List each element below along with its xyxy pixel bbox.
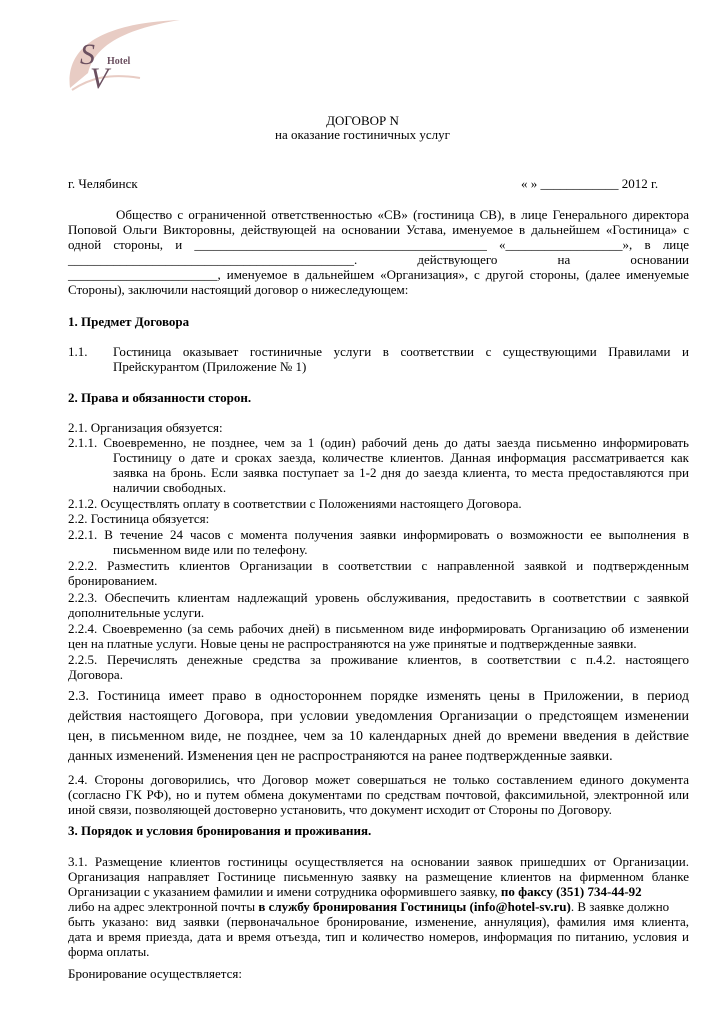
clause-2-1-1-line-1: 2.1.1. Своевременно, не позднее, чем за 1 (один) рабочий день до даты заезда письменно информировать [68,435,689,450]
booking-email: в службу бронирования Гостиницы (info@hotel-sv.ru) [258,899,571,914]
document-title: ДОГОВОР N [326,113,399,128]
clause-2-3-line-4: данных изменений. Изменения цен не распространяются на ранее подтвержденные заявки. [68,749,613,764]
clause-3-1-line-5: быть указано: вид заявки (первоначальное бронирование, изменение, аннуляция), фамилия имя клиента, [68,914,689,929]
section-2-heading: 2. Права и обязанности сторон. [68,390,252,405]
clause-3-1-line-4 [68,899,669,914]
clause-2-2-3-line-1: 2.2.3. Обеспечить клиентам надлежащий уровень обслуживания, предоставить в соответствии с заявкой [68,590,689,605]
section-3-heading: 3. Порядок и условия бронирования и проживания. [68,823,372,838]
clause-1-1-number: 1.1. [68,344,88,359]
hotel-logo [60,18,190,104]
section-1-heading: 1. Предмет Договора [68,314,190,329]
clause-1-1-line-2: Прейскурантом (Приложение № 1) [113,359,307,374]
clause-3-1-line-3 [68,884,642,899]
document-subtitle: на оказание гостиничных услуг [275,127,450,142]
clause-2-2-2-line-2: бронированием. [68,573,158,588]
booking-heading: Бронирование осуществляется: [68,966,242,981]
logo-word: Hotel [107,56,131,67]
clause-2-2-2-line-1: 2.2.2. Разместить клиентов Организации в соответствии с направленной заявкой и подтвержденным [68,558,689,573]
clause-2-1-1-line-4: наличии свободных. [113,480,227,495]
intro-line-6: Стороны), заключили настоящий договор о нижеследующем: [68,282,409,297]
clause-2-3-line-1: 2.3. Гостиница имеет право в одностороннем порядке изменять цены в Приложении, в период [68,689,689,704]
clause-2-2: 2.2. Гостиница обязуется: [68,511,210,526]
clause-2-1-2: 2.1.2. Осуществлять оплату в соответствии с Положениями настоящего Договора. [68,496,522,511]
clause-2-2-4-line-2: цен на платные услуги. Новые цены не распространяются на уже принятые и подтвержденные заявки. [68,636,637,651]
logo-letter-v: V [90,62,109,95]
clause-2-3-line-3: цен, в письменном виде, не позднее, чем за 10 календарных дней до времени введения в действие [68,729,689,744]
logo-letter-s: S [80,38,95,71]
clause-3-1-line-3-text: Организации с указанием фамилии и имени сотрудника оформившего заявку, [68,884,498,899]
clause-2-1-1-line-2: Гостиницу о дате и сроках заезда, количестве клиентов. Данная информация рассматривается как [113,450,689,465]
clause-3-1-line-4-tail: . В заявке должно [570,899,670,914]
clause-2-2-5-line-2: Договора. [68,667,123,682]
clause-3-1-line-7: форма оплаты. [68,944,150,959]
clause-2-4-line-3: иной связи, позволяющей достоверно установить, что документ исходит от Стороны по Договору. [68,802,612,817]
clause-2-2-1-line-2: письменном виде или по телефону. [113,542,308,557]
clause-2-2-3-line-2: дополнительные услуги. [68,605,205,620]
clause-2-2-4-line-1: 2.2.4. Своевременно (за семь рабочих дней) в письменном виде информировать Организацию об изменении [68,621,689,636]
clause-3-1-line-2: Организация направляет Гостинице письменную заявку на размещение клиентов на фирменном бланке [68,869,689,884]
clause-2-4-line-2: (согласно ГК РФ), но и путем обмена документами по средствам почтовой, факсимильной, электронной или [68,787,689,802]
clause-3-1-line-4-text: либо на адрес электронной почты [68,899,256,914]
clause-2-1: 2.1. Организация обязуется: [68,420,223,435]
clause-3-1-line-1: 3.1. Размещение клиентов гостиницы осуществляется на основании заявок пришедших от Организации. [68,854,689,869]
city: г. Челябинск [68,176,138,191]
intro-line-3: одной стороны, и _____________________________________________ «__________________», в лице [68,237,689,252]
intro-line-2: Поповой Ольги Викторовны, действующей на основании Устава, именуемое в дальнейшем «Гостиница» с [68,222,689,237]
clause-2-4-line-1: 2.4. Стороны договорились, что Договор может совершаться не только составлением единого документа [68,772,689,787]
clause-3-1-line-6: дата и время приезда, дата и время отъезда, тип и количество номеров, информация по питанию, условия и [68,929,689,944]
fax-number: по факсу (351) 734-44-92 [500,884,642,899]
intro-line-4: ____________________________________________. действующего на основании [68,252,689,267]
intro-line-5: _______________________, именуемое в дальнейшем «Организация», с другой стороны, (далее именуемые [68,267,689,282]
intro-line-1: Общество с ограниченной ответственностью «СВ» (гостиница СВ), в лице Генерального директора [116,207,689,222]
clause-2-2-1-line-1: 2.2.1. В течение 24 часов с момента получения заявки информировать о возможности ее выполнения в [68,527,689,542]
clause-2-3-line-2: действия настоящего Договора, при условии уведомления Организации о предстоящем изменении [68,709,689,724]
clause-2-2-5-line-1: 2.2.5. Перечислять денежные средства за проживание клиентов, в соответствии с п.4.2. настоящего [68,652,689,667]
contract-date: « » ____________ 2012 г. [521,176,659,191]
clause-1-1-line-1: Гостиница оказывает гостиничные услуги в соответствии с существующими Правилами и [113,344,689,359]
clause-2-1-1-line-3: заявка на бронь. Если заявка поступает за 1-2 дня до заезда клиента, то места предоставляются при [113,465,689,480]
